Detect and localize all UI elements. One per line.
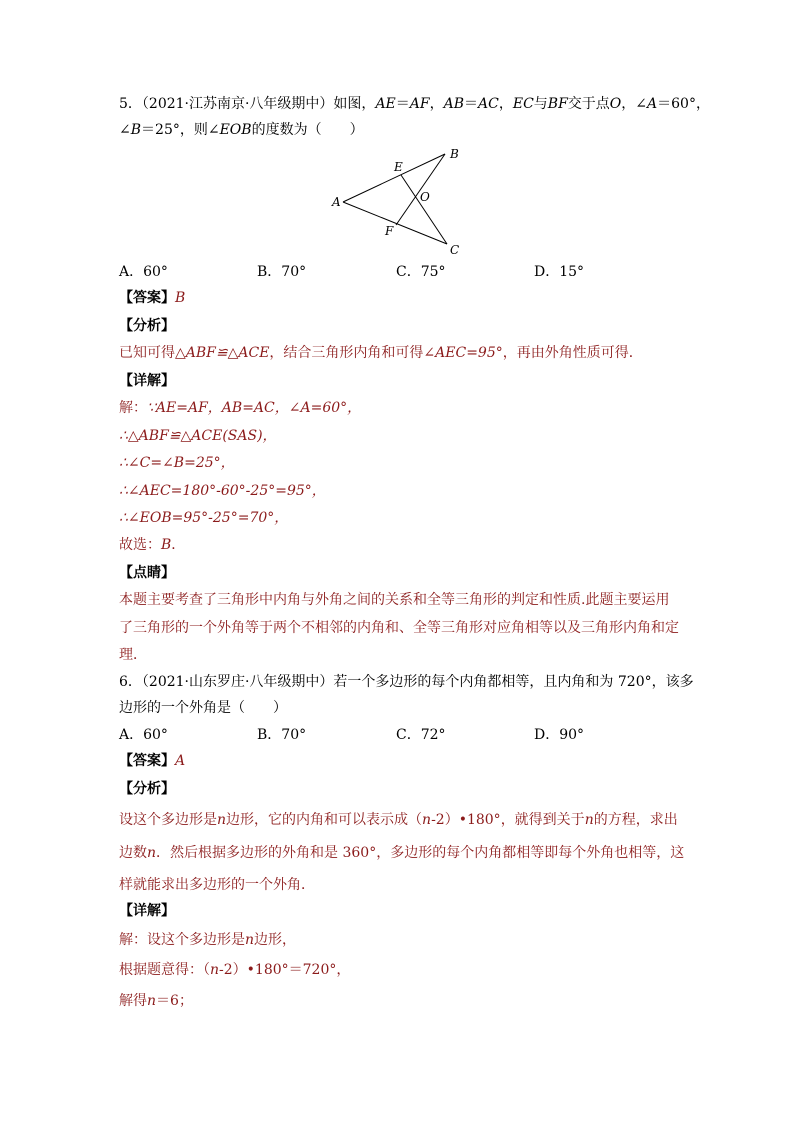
label-o: O xyxy=(420,190,430,204)
detail-text: -2）•180°＝720°， xyxy=(219,962,351,978)
q6-detail-line-2 xyxy=(119,960,350,980)
q5-answer-line xyxy=(119,288,185,308)
analysis-text: 的方程，求出 xyxy=(593,812,678,828)
detail-tag: 【详解】 xyxy=(119,373,175,389)
q5-text: ＝ xyxy=(395,96,410,112)
q6-option-b: B．70° xyxy=(257,727,307,743)
detail-expr: ∵AE=AF，AB=AC，∠A=60°， xyxy=(147,400,362,416)
q6-analysis-line-1 xyxy=(119,810,678,830)
detail-var: n xyxy=(245,932,255,948)
q6-detail-line-3 xyxy=(119,991,193,1011)
q5-text: 的度数为（ ） xyxy=(251,122,364,138)
q5-text: ＝ xyxy=(464,96,479,112)
q5-option-b: B．70° xyxy=(257,264,307,280)
q5-point-line-2: 了三角形的一个外角等于两个不相邻的内角和、全等三角形对应角相等以及三角形内角和定 xyxy=(119,620,679,636)
q5-stem-line-2 xyxy=(119,120,364,140)
analysis-text: ，结合三角形内角和可得 xyxy=(269,345,424,361)
detail-text: 边形， xyxy=(254,932,297,948)
q6-analysis-tag-line xyxy=(119,779,175,799)
label-e: E xyxy=(394,160,403,174)
q5-var: AC xyxy=(478,96,499,112)
analysis-var: n xyxy=(217,812,227,828)
q5-option-d: D．15° xyxy=(534,264,585,280)
q6-stem-line-1: 6．（2021·山东罗庄·八年级期中）若一个多边形的每个内角都相等，且内角和为 720°，该多 xyxy=(119,674,694,690)
point-tag: 【点睛】 xyxy=(119,565,175,581)
q5-option-a: A．60° xyxy=(119,264,168,280)
q6-answer-line xyxy=(119,751,185,771)
q5-detail-line-6 xyxy=(119,535,185,555)
q6-stem-line-2: 边形的一个外角是（ ） xyxy=(119,700,287,716)
analysis-expr: △ABF≌△ACE xyxy=(175,345,270,361)
analysis-text: 边数 xyxy=(119,845,147,861)
analysis-text: ，再由外角性质可得． xyxy=(502,345,643,361)
q5-analysis-tag-line xyxy=(119,316,175,336)
q5-text: ，∠ xyxy=(621,96,648,112)
detail-var: n xyxy=(147,993,157,1009)
q5-var: EOB xyxy=(219,122,252,138)
analysis-tag: 【分析】 xyxy=(119,781,175,797)
answer-value: B xyxy=(175,290,186,306)
answer-tag: 【答案】 xyxy=(119,753,175,769)
q5-detail-tag-line xyxy=(119,371,175,391)
detail-text: ． xyxy=(171,537,186,553)
analysis-text: -2）•180° xyxy=(431,812,501,828)
q6-analysis-line-2 xyxy=(119,843,684,863)
detail-expr: B xyxy=(161,537,172,553)
q5-var: O xyxy=(609,96,622,112)
analysis-var: n xyxy=(422,812,432,828)
q5-option-c: C．75° xyxy=(396,264,446,280)
label-c: C xyxy=(450,243,460,257)
analysis-text: ．然后根据多边形的外角和是 360°，多边形的每个内角都相等即每个外角也相等，这 xyxy=(156,845,685,861)
detail-text: 故选： xyxy=(119,537,161,553)
analysis-var: n xyxy=(584,812,594,828)
detail-text: ＝6； xyxy=(156,993,193,1009)
triangle-diagram-svg xyxy=(330,143,466,259)
q5-point-tag-line xyxy=(119,563,175,583)
segment-ec xyxy=(401,175,447,244)
q5-var: EC xyxy=(512,96,534,112)
q5-text: ∠ xyxy=(119,122,131,138)
q5-text: ＝60°， xyxy=(657,96,710,112)
q5-stem-line-1 xyxy=(119,94,710,114)
q5-var: A xyxy=(647,96,658,112)
label-f: F xyxy=(385,224,394,238)
detail-var: n xyxy=(210,962,220,978)
segment-ac xyxy=(343,202,447,244)
q5-text: 交于点 xyxy=(567,96,610,112)
q5-var: AF xyxy=(409,96,430,112)
q5-text: 与 xyxy=(533,96,548,112)
q6-analysis-line-3: 样就能求出多边形的一个外角． xyxy=(119,877,315,893)
q6-option-c: C．72° xyxy=(396,727,446,743)
q5-detail-line-1 xyxy=(119,398,361,418)
q5-var: AE xyxy=(375,96,396,112)
detail-text: 解： xyxy=(119,400,147,416)
answer-tag: 【答案】 xyxy=(119,290,175,306)
q5-detail-line-4: ∴∠AEC=180°-60°-25°=95°， xyxy=(119,483,326,499)
detail-tag: 【详解】 xyxy=(119,903,175,919)
label-b: B xyxy=(450,147,459,161)
q5-var: AB xyxy=(443,96,465,112)
label-a: A xyxy=(332,195,341,209)
q5-point-line-3: 理． xyxy=(119,647,147,663)
q5-var: B xyxy=(130,122,142,138)
q5-text: ＝25°，则∠ xyxy=(141,122,220,138)
answer-value: A xyxy=(175,753,186,769)
q5-var: BF xyxy=(547,96,568,112)
q5-point-line-1: 本题主要考查了三角形中内角与外角之间的关系和全等三角形的判定和性质.此题主要运用 xyxy=(119,592,670,608)
q5-detail-line-2: ∴△ABF≌△ACE(SAS)， xyxy=(119,428,277,444)
triangle-diagram xyxy=(330,143,466,259)
detail-text: 解：设这个多边形是 xyxy=(119,932,245,948)
q6-detail-line-1 xyxy=(119,930,296,950)
q6-option-d: D．90° xyxy=(534,727,585,743)
q5-text: ， xyxy=(429,96,444,112)
analysis-text: ，就得到关于 xyxy=(500,812,585,828)
detail-text: 解得 xyxy=(119,993,147,1009)
q6-option-a: A．60° xyxy=(119,727,168,743)
analysis-tag: 【分析】 xyxy=(119,318,175,334)
analysis-var: n xyxy=(147,845,157,861)
q5-analysis-line xyxy=(119,343,643,363)
q5-detail-line-5: ∴∠EOB=95°-25°=70°， xyxy=(119,510,289,526)
q6-detail-tag-line xyxy=(119,901,175,921)
analysis-text: 边形，它的内角和可以表示成（ xyxy=(226,812,423,828)
analysis-text: 设这个多边形是 xyxy=(119,812,217,828)
analysis-text: 已知可得 xyxy=(119,345,175,361)
analysis-expr: ∠AEC=95° xyxy=(423,345,503,361)
q5-text: ， xyxy=(498,96,513,112)
q5-stem-text: 5．（2021·江苏南京·八年级期中）如图， xyxy=(119,96,376,112)
q5-detail-line-3: ∴∠C=∠B=25°， xyxy=(119,455,235,471)
detail-text: 根据题意得：（ xyxy=(119,962,210,978)
